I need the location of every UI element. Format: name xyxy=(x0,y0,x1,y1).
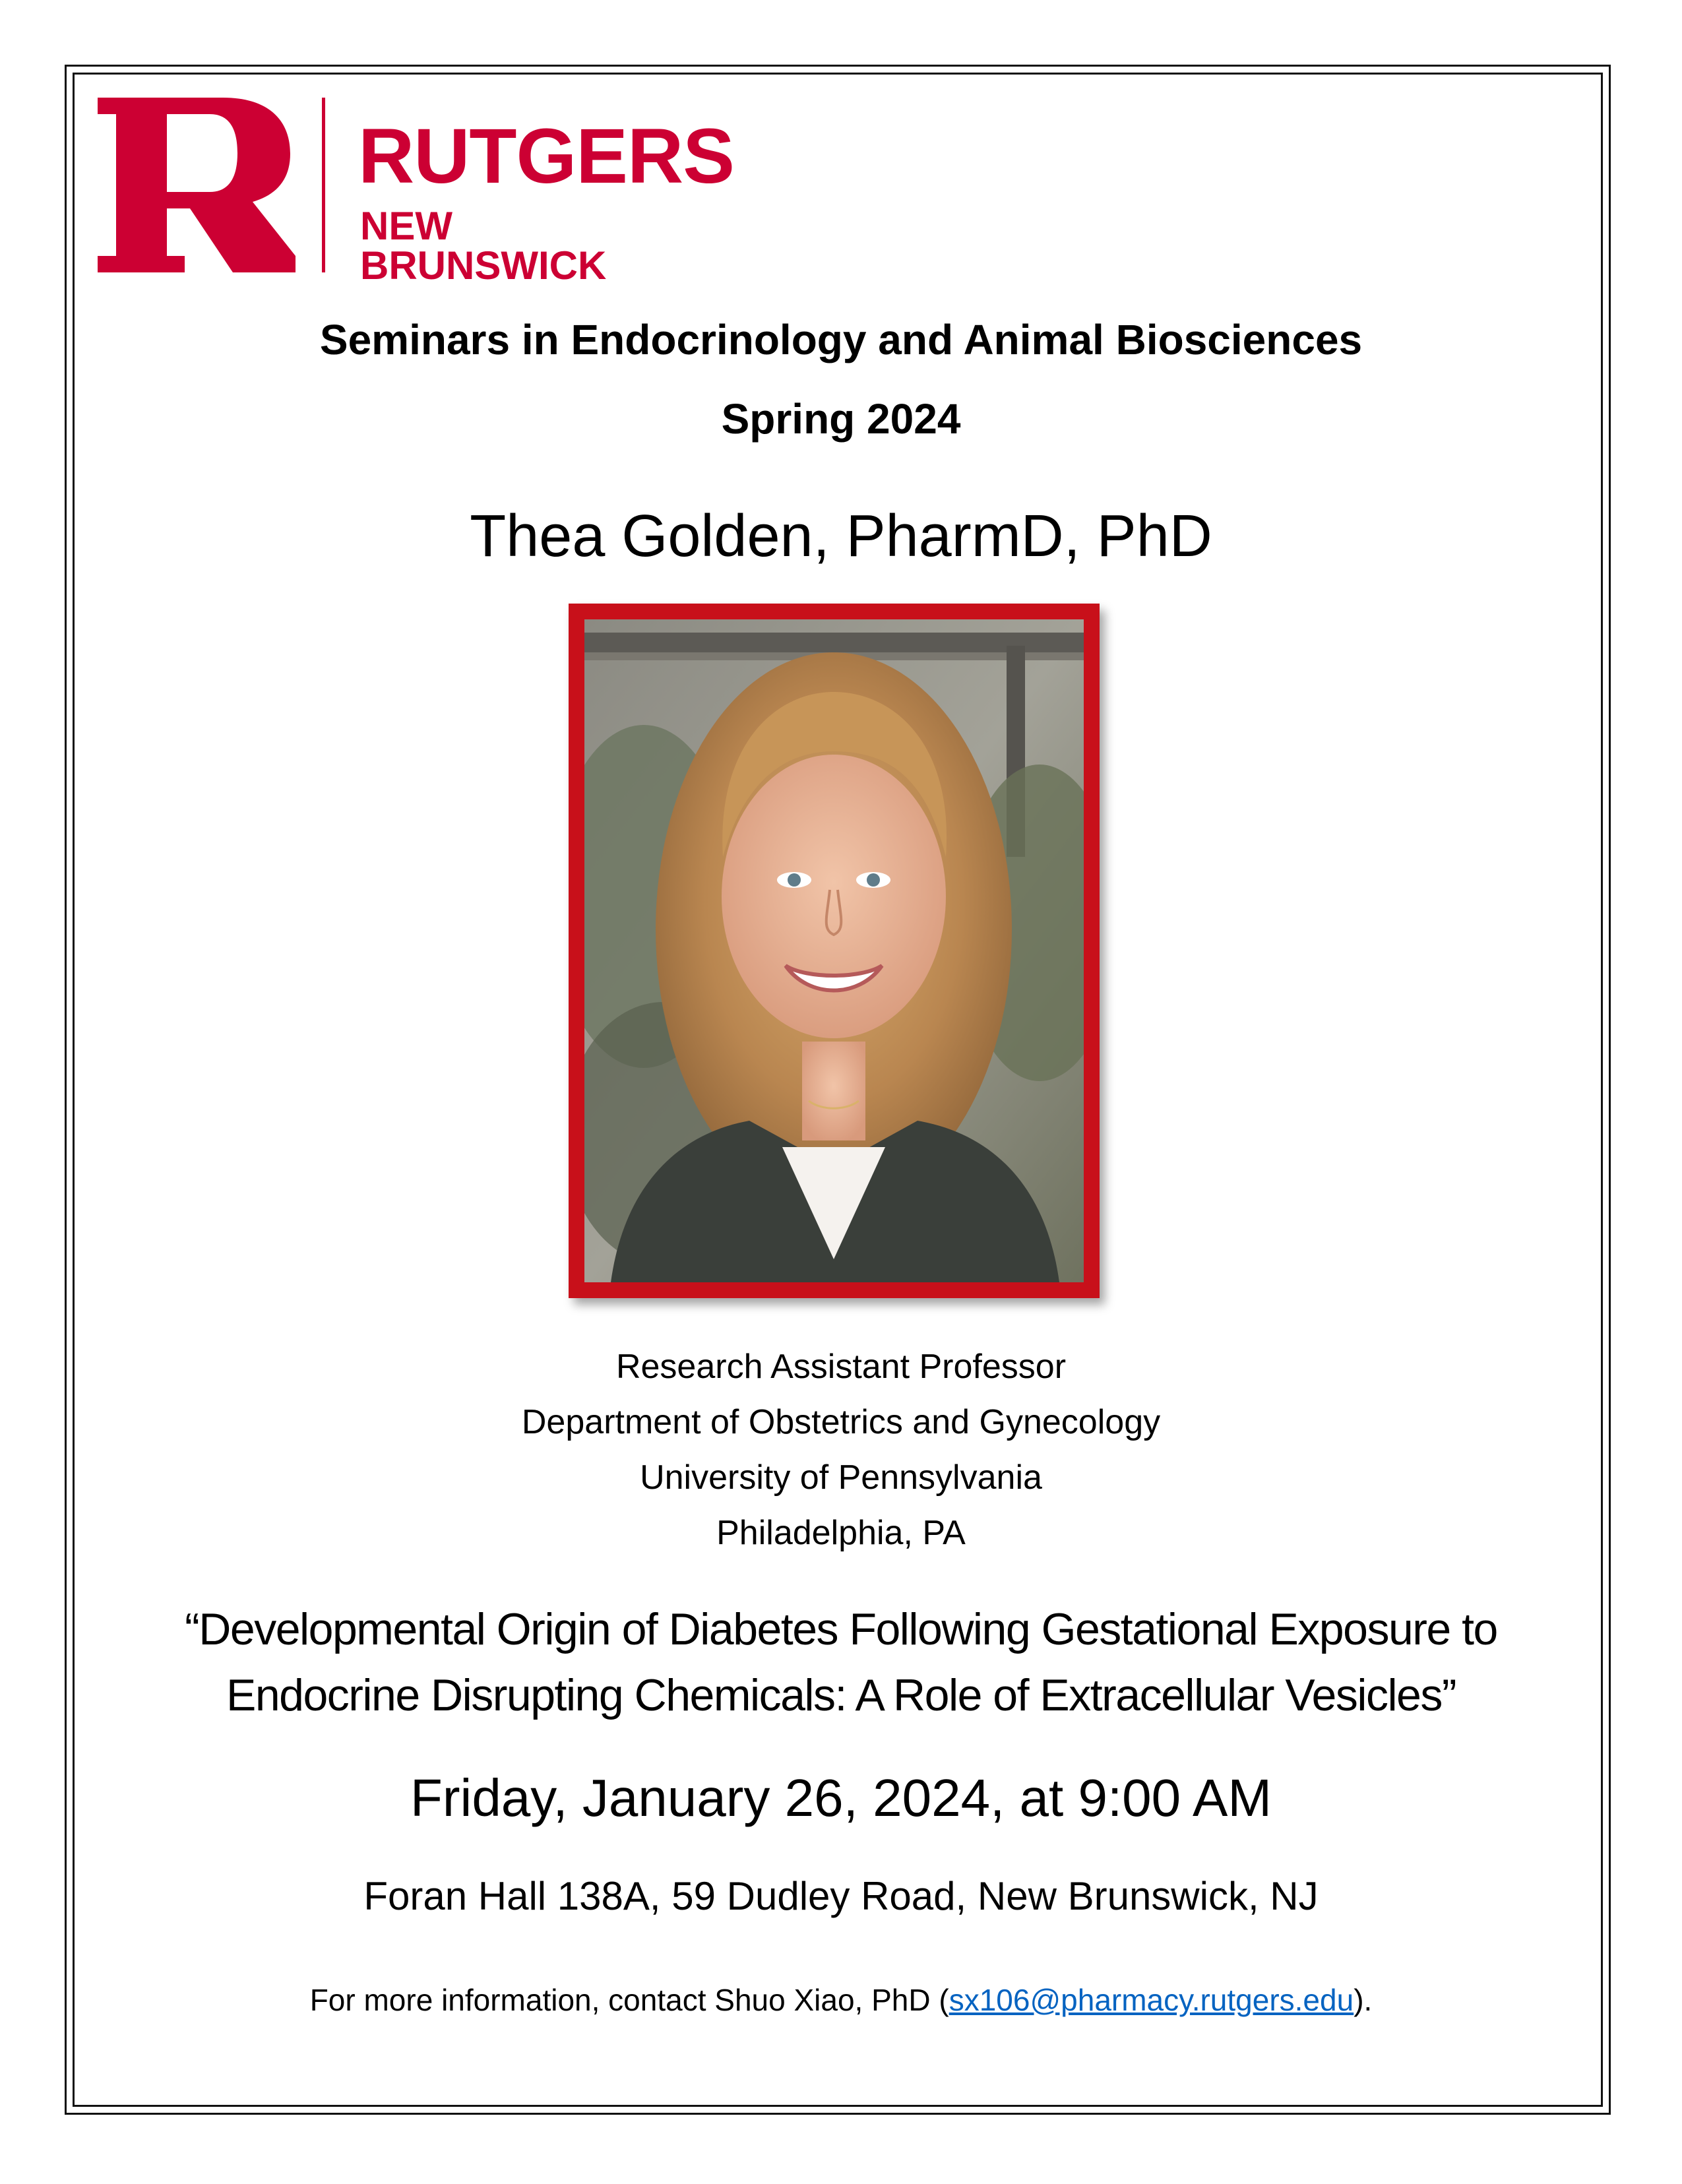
speaker-title: Research Assistant Professor xyxy=(615,1348,1067,1386)
speaker-name: Thea Golden, PharmD, PhD xyxy=(470,503,1212,569)
contact-line xyxy=(0,1982,1682,2018)
contact-suffix: ). xyxy=(1354,1983,1373,2017)
talk-title-line-1: “Developmental Origin of Diabetes Following Gestational Exposure to xyxy=(185,1604,1497,1654)
event-venue: Foran Hall 138A, 59 Dudley Road, New Brunswick, NJ xyxy=(363,1874,1319,1918)
talk-title-line-2: Endocrine Disrupting Chemicals: A Role of Extracellular Vesicles” xyxy=(226,1670,1456,1720)
logo-wordmark: RUTGERS xyxy=(358,113,734,200)
speaker-portrait-image xyxy=(584,619,1084,1282)
contact-prefix: For more information, contact Shuo Xiao, PhD ( xyxy=(309,1983,949,2017)
rutgers-logo xyxy=(98,98,734,288)
speaker-photo xyxy=(569,604,1100,1298)
logo-campus: NEW BRUNSWICK xyxy=(360,204,607,288)
speaker-department: Department of Obstetrics and Gynecology xyxy=(521,1403,1161,1441)
speaker-location: Philadelphia, PA xyxy=(716,1514,966,1552)
seminar-season: Spring 2024 xyxy=(721,395,961,443)
logo-divider xyxy=(322,98,325,272)
seminar-series-title: Seminars in Endocrinology and Animal Biosciences xyxy=(319,316,1363,363)
rutgers-r-mark xyxy=(98,98,296,272)
event-datetime: Friday, January 26, 2024, at 9:00 AM xyxy=(410,1768,1272,1827)
contact-email-link[interactable]: sx106@pharmacy.rutgers.edu xyxy=(949,1983,1354,2017)
speaker-institution: University of Pennsylvania xyxy=(640,1458,1042,1497)
